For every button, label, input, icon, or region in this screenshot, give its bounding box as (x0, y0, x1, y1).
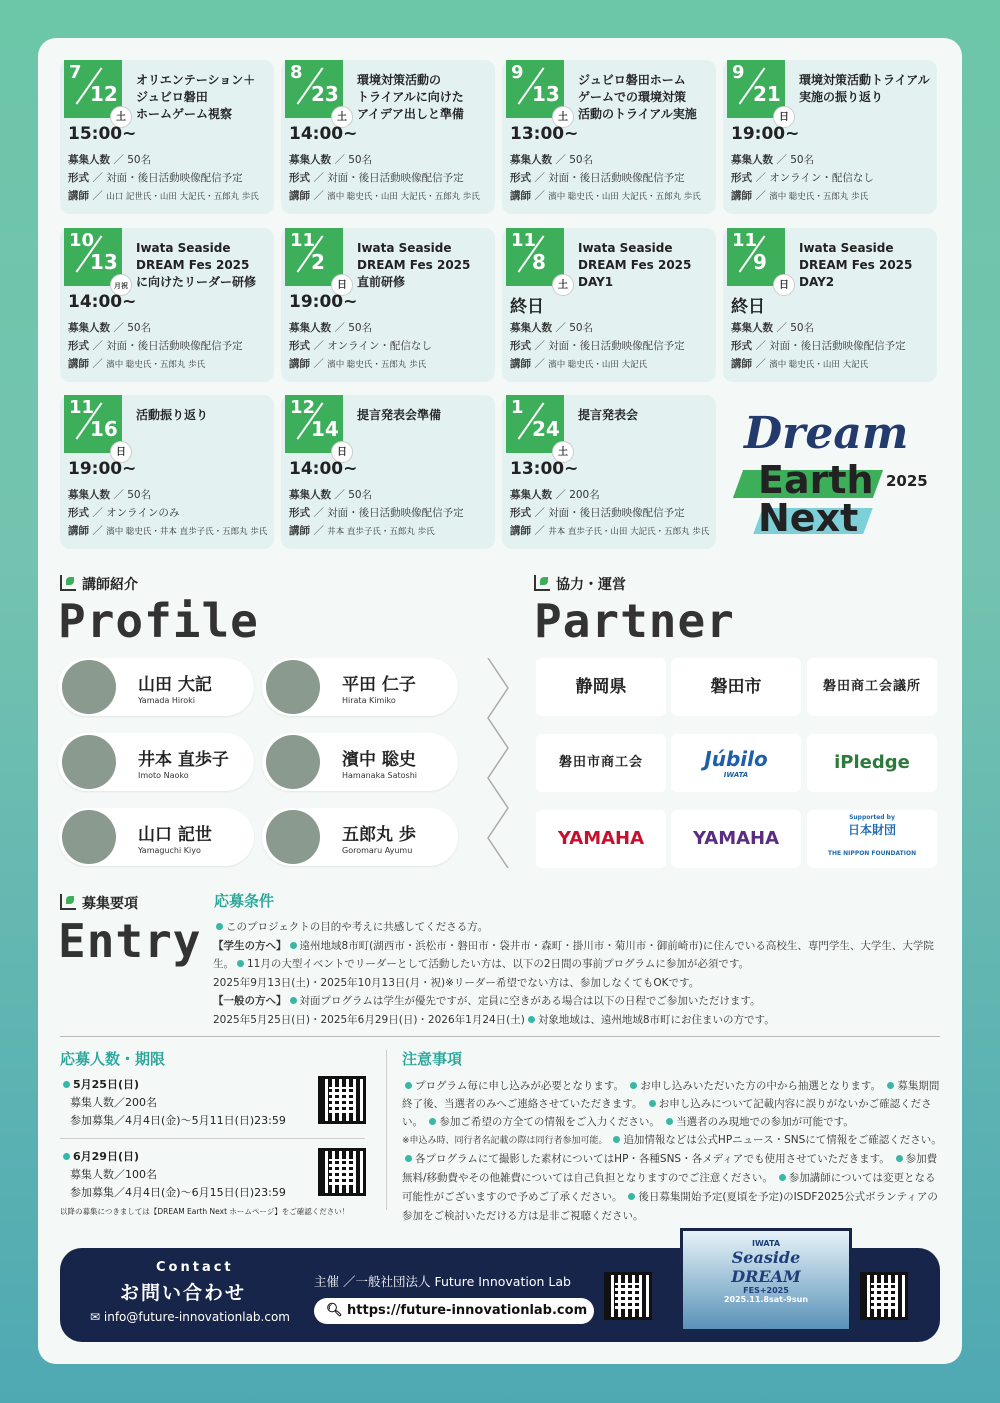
event-title: 環境対策活動の トライアルに向けた アイデア出しと準備 (357, 73, 464, 121)
event-card[interactable]: 11 16 日 活動振り返り 19:00~ 募集人数 ／ 50名 形式 ／ オンラインのみ 講師 ／ 濱中 聡史氏・井本 直歩子氏・五郎丸 歩氏 (60, 395, 274, 549)
contact-email[interactable]: ✉ info@future-innovationlab.com (90, 1310, 290, 1324)
profile-card[interactable] (262, 733, 458, 791)
event-time: 14:00~ (289, 124, 358, 144)
conditions-title: 応募条件 (214, 892, 275, 910)
logo-earth: Earth (758, 458, 874, 502)
event-time: 14:00~ (68, 292, 137, 312)
profile-romaji: Yamaguchi Kiyo (138, 846, 201, 855)
profile-name: 山田 大記 (138, 675, 212, 695)
contact-jp: お問い合わせ (120, 1282, 247, 1304)
event-card[interactable]: 7 12 土 オリエンテーション＋ ジュビロ磐田 ホームゲーム視察 15:00~ 募集人数 ／ 50名 形式 ／ 対面・後日活動映像配信予定 講師 ／ 山口 記世氏・山田 大記氏・五郎丸 歩氏 (60, 60, 274, 214)
event-card[interactable]: 11 9 日 Iwata Seaside DREAM Fes 2025 DAY2 終日 募集人数 ／ 50名 形式 ／ 対面・後日活動映像配信予定 講師 ／ 濱中 聡史氏・山田 大記氏 (723, 228, 937, 382)
event-title: 環境対策活動トライアル 実施の振り返り (799, 73, 930, 104)
profile-romaji: Yamada Hiroki (138, 696, 196, 705)
event-format: 対面・後日活動映像配信予定 (327, 172, 464, 184)
avatar (62, 660, 116, 714)
event-capacity: 50名 (348, 154, 373, 166)
event-card[interactable]: 9 21 日 環境対策活動トライアル 実施の振り返り 19:00~ 募集人数 ／ 50名 形式 ／ オンライン・配信なし 講師 ／ 濱中 聡史氏・五郎丸 歩氏 (723, 60, 937, 214)
profile-card[interactable] (58, 658, 254, 716)
weekday-badge: 土 (110, 106, 132, 128)
event-time: 14:00~ (289, 459, 358, 479)
date-badge: 12 14 (285, 395, 343, 453)
event-time: 終日 (510, 297, 544, 317)
event-lecturer: 濱中 聡史氏・五郎丸 歩氏 (327, 360, 427, 370)
event-format: 対面・後日活動映像配信予定 (548, 172, 685, 184)
event-format: オンライン・配信なし (769, 172, 874, 184)
event-card[interactable]: 11 8 土 Iwata Seaside DREAM Fes 2025 DAY1 終日 募集人数 ／ 50名 形式 ／ 対面・後日活動映像配信予定 講師 ／ 濱中 聡史氏・山田 大記氏 (502, 228, 716, 382)
profile-name: 井本 直歩子 (138, 750, 229, 770)
profile-card[interactable] (58, 733, 254, 791)
event-lecturer: 井本 直歩子氏・五郎丸 歩氏 (327, 527, 435, 537)
profile-card[interactable] (58, 808, 254, 866)
partner-logo: 磐田市商工会 (536, 734, 666, 792)
weekday-badge: 土 (552, 106, 574, 128)
notice-section: 注意事項 プログラム毎に申し込みが必要となります。 お申し込みいただいた方の中から抽選となります。 募集期間終了後、当選者のみへご連絡させていただきます。 お申し込みについて記載内容に誤りがないかご確認ください。 参加ご希望の方全ての情報をご入力ください。 当選者のみ現地での参加が可能です。 ※申込み時、同行者名記載の際は同行者参加可能。 追加情報などは公式HPニュース・SNSにて情報をご確認ください。 各プログラムにて撮影した素材についてはHP・各種SNS・各メディアでも使用させていただきます。 参加費無料/移動費やその他雑費については自己負担となりますのでご注意ください。 参加講師については変更となる可能性がございますので予めご了承ください。 後日募集開始予定(夏頃を予定)のISDF2025公式ボランティアの参加をご検討いただける方は是非ご視聴ください。 (402, 1050, 942, 1222)
event-lecturer: 井本 直歩子氏・山田 大記氏・五郎丸 歩氏 (548, 527, 710, 537)
profile-label: 講師紹介 (60, 574, 138, 594)
event-capacity: 50名 (348, 322, 373, 334)
date-badge: 11 16 (64, 395, 122, 453)
event-lecturer: 濱中 聡史氏・五郎丸 歩氏 (769, 192, 869, 202)
avatar (266, 735, 320, 789)
dream-earth-next-logo (738, 408, 938, 538)
event-lecturer: 濱中 聡史氏・山田 大記氏 (548, 360, 648, 370)
event-capacity: 50名 (127, 489, 152, 501)
event-title: Iwata Seaside DREAM Fes 2025 に向けたリーダー研修 (136, 241, 257, 289)
profile-romaji: Hirata Kimiko (342, 696, 396, 705)
date-badge: 11 8 (506, 228, 564, 286)
event-capacity: 50名 (790, 154, 815, 166)
weekday-badge: 日 (773, 274, 795, 296)
event-format: 対面・後日活動映像配信予定 (327, 507, 464, 519)
profile-name: 五郎丸 歩 (342, 825, 416, 845)
weekday-badge: 土 (331, 106, 353, 128)
event-capacity: 50名 (127, 154, 152, 166)
notice-title: 注意事項 (402, 1050, 463, 1068)
event-format: 対面・後日活動映像配信予定 (106, 340, 243, 352)
qr-code-1[interactable] (318, 1076, 366, 1124)
weekday-badge: 日 (110, 441, 132, 463)
profile-romaji: Hamanaka Satoshi (342, 771, 417, 780)
event-card[interactable]: 1 24 土 提言発表会 13:00~ 募集人数 ／ 200名 形式 ／ 対面・後日活動映像配信予定 講師 ／ 井本 直歩子氏・山田 大記氏・五郎丸 歩氏 (502, 395, 716, 549)
profile-romaji: Imoto Naoko (138, 771, 189, 780)
mail-icon: ✉ (90, 1310, 104, 1324)
qr-code-3[interactable] (604, 1272, 652, 1320)
organizer: 主催 ／一般社団法人 Future Innovation Lab (314, 1274, 571, 1289)
event-lecturer: 濱中 聡史氏・山田 大記氏 (769, 360, 869, 370)
partner-label: 協力・運営 (534, 574, 626, 594)
event-title: ジュビロ磐田ホーム ゲームでの環境対策 活動のトライアル実施 (578, 73, 697, 121)
date-badge: 11 9 (727, 228, 785, 286)
profile-name: 平田 仁子 (342, 675, 416, 695)
event-capacity: 50名 (569, 322, 594, 334)
event-card[interactable]: 12 14 日 提言発表会準備 14:00~ 募集人数 ／ 50名 形式 ／ 対面・後日活動映像配信予定 講師 ／ 井本 直歩子氏・五郎丸 歩氏 (281, 395, 495, 549)
profile-heading: Profile (58, 594, 259, 648)
partner-logo: 磐田商工会議所 (807, 658, 937, 716)
event-time: 終日 (731, 297, 765, 317)
entry-label: 募集要項 (60, 893, 138, 913)
event-format: 対面・後日活動映像配信予定 (769, 340, 906, 352)
profile-card[interactable] (262, 808, 458, 866)
date-badge: 7 12 (64, 60, 122, 118)
event-lecturer: 濱中 聡史氏・五郎丸 歩氏 (106, 360, 206, 370)
profile-romaji: Goromaru Ayumu (342, 846, 413, 855)
apply-title: 応募人数・期限 (60, 1050, 166, 1068)
contact-en: Contact (156, 1260, 234, 1275)
avatar (266, 660, 320, 714)
weekday-badge: 日 (773, 106, 795, 128)
event-card[interactable]: 11 2 日 Iwata Seaside DREAM Fes 2025 直前研修 19:00~ 募集人数 ／ 50名 形式 ／ オンライン・配信なし 講師 ／ 濱中 聡史氏・五郎丸 歩氏 (281, 228, 495, 382)
partner-logo: YAMAHA (536, 810, 666, 868)
event-capacity: 200名 (569, 489, 600, 501)
logo-next: Next (758, 496, 859, 540)
event-title: 活動振り返り (136, 408, 209, 422)
weekday-badge: 月祝 (110, 274, 132, 296)
weekday-badge: 土 (552, 441, 574, 463)
event-lecturer: 山口 記世氏・山田 大記氏・五郎丸 歩氏 (106, 192, 259, 202)
apply-section: 応募人数・期限 5月25日(日) 募集人数／200名 参加募集／4月4日(金)〜5月11日(日)23:59 6月29日(日) 募集人数／100名 参加募集／4月4日(金)〜6月15日(日)23:59 以降の募集につきましては【DREAM Earth Next ホームページ】をご確認ください！ (60, 1048, 370, 1069)
date-badge: 8 23 (285, 60, 343, 118)
qr-code-2[interactable] (318, 1148, 366, 1196)
event-title: 提言発表会準備 (357, 408, 442, 422)
event-format: オンライン・配信なし (327, 340, 432, 352)
avatar (62, 735, 116, 789)
event-time: 15:00~ (68, 124, 137, 144)
event-capacity: 50名 (569, 154, 594, 166)
event-title: 提言発表会 (578, 408, 639, 422)
date-badge: 10 13 (64, 228, 122, 286)
weekday-badge: 日 (331, 441, 353, 463)
event-title: Iwata Seaside DREAM Fes 2025 DAY1 (578, 241, 692, 289)
date-badge: 9 21 (727, 60, 785, 118)
apply-note: 以降の募集につきましては【DREAM Earth Next ホームページ】をご確認ください！ (60, 1207, 350, 1216)
event-title: オリエンテーション＋ ジュビロ磐田 ホームゲーム視察 (136, 73, 256, 121)
weekday-badge: 日 (331, 274, 353, 296)
event-title: Iwata Seaside DREAM Fes 2025 DAY2 (799, 241, 913, 289)
profile-name: 濱中 聡史 (342, 750, 416, 770)
event-format: 対面・後日活動映像配信予定 (548, 340, 685, 352)
logo-dream: Dream (744, 408, 909, 459)
partner-logo: 静岡県 (536, 658, 666, 716)
partner-heading: Partner (534, 594, 735, 648)
date-badge: 1 24 (506, 395, 564, 453)
partner-logo: Júbilo IWATA (671, 734, 801, 792)
avatar (62, 810, 116, 864)
profile-card[interactable] (262, 658, 458, 716)
event-capacity: 50名 (127, 322, 152, 334)
date-badge: 9 13 (506, 60, 564, 118)
event-format: 対面・後日活動映像配信予定 (548, 507, 685, 519)
event-lecturer: 濱中 聡史氏・井本 直歩子氏・五郎丸 歩氏 (106, 527, 268, 537)
event-time: 19:00~ (68, 459, 137, 479)
partner-logo: 日本財団 Supported by THE NIPPON FOUNDATION (807, 810, 937, 868)
entry-conditions: このプロジェクトの目的や考えに共感してくださる方。 【学生の方へ】 遠州地域8市町(湖西市・浜松市・磐田市・袋井市・森町・掛川市・菊川市・御前崎市)に住んでいる高校生、専門学生、大学生、大学院生。 11月の大型イベントでリーダーとして活動したい方は、以下の2日間の事前プログラムに参加が必須です。 2025年9月13日(土)・2025年10月13日(月・祝)※リーダー希望でない方は、参加しなくてもOKです。 【一般の方へ】 対面プログラムは学生が優先ですが、定員に空きがある場合は以下の日程でご参加いただけます。 2025年5月25日(日)・2025年6月29日(日)・2026年1月24日(土) 対象地域は、遠州地域8市町にお住まいの方です。 (213, 921, 934, 1026)
profile-name: 山口 記世 (138, 825, 212, 845)
event-card[interactable]: 9 13 土 ジュビロ磐田ホーム ゲームでの環境対策 活動のトライアル実施 13:00~ 募集人数 ／ 50名 形式 ／ 対面・後日活動映像配信予定 講師 ／ 濱中 聡史氏・山田 大記氏・五郎丸 歩氏 (502, 60, 716, 214)
event-time: 19:00~ (289, 292, 358, 312)
event-format: 対面・後日活動映像配信予定 (106, 172, 243, 184)
event-title: Iwata Seaside DREAM Fes 2025 直前研修 (357, 241, 471, 289)
contact-bar (60, 1239, 940, 1342)
event-capacity: 50名 (348, 489, 373, 501)
qr-code-4[interactable] (860, 1272, 908, 1320)
date-badge: 11 2 (285, 228, 343, 286)
event-time: 13:00~ (510, 124, 579, 144)
partner-logo: 磐田市 (671, 658, 801, 716)
entry-heading: Entry (58, 914, 202, 968)
event-card[interactable]: 8 23 土 環境対策活動の トライアルに向けた アイデア出しと準備 14:00~ 募集人数 ／ 50名 形式 ／ 対面・後日活動映像配信予定 講師 ／ 濱中 聡史氏・山田 大記氏・五郎丸 歩氏 (281, 60, 495, 214)
event-time: 13:00~ (510, 459, 579, 479)
avatar (266, 810, 320, 864)
event-card[interactable]: 10 13 月祝 Iwata Seaside DREAM Fes 2025 に向けたリーダー研修 14:00~ 募集人数 ／ 50名 形式 ／ 対面・後日活動映像配信予定 講師 ／ 濱中 聡史氏・五郎丸 歩氏 (60, 228, 274, 382)
website-link[interactable]: 🔍︎ https://future-innovationlab.com (314, 1298, 594, 1324)
event-time: 19:00~ (731, 124, 800, 144)
wave-divider (478, 658, 518, 868)
event-capacity: 50名 (790, 322, 815, 334)
event-lecturer: 濱中 聡史氏・山田 大記氏・五郎丸 歩氏 (548, 192, 701, 202)
event-lecturer: 濱中 聡史氏・山田 大記氏・五郎丸 歩氏 (327, 192, 480, 202)
partner-logo: iPledge (807, 734, 937, 792)
search-icon: 🔍︎ (326, 1303, 348, 1318)
weekday-badge: 土 (552, 274, 574, 296)
event-format: オンラインのみ (106, 507, 180, 519)
partner-logo: YAMAHA (671, 810, 801, 868)
logo-year: 2025 (886, 472, 928, 490)
fes-poster: IWATA Seaside DREAM FES+2025 2025.11.8sat-9sun (680, 1228, 852, 1332)
